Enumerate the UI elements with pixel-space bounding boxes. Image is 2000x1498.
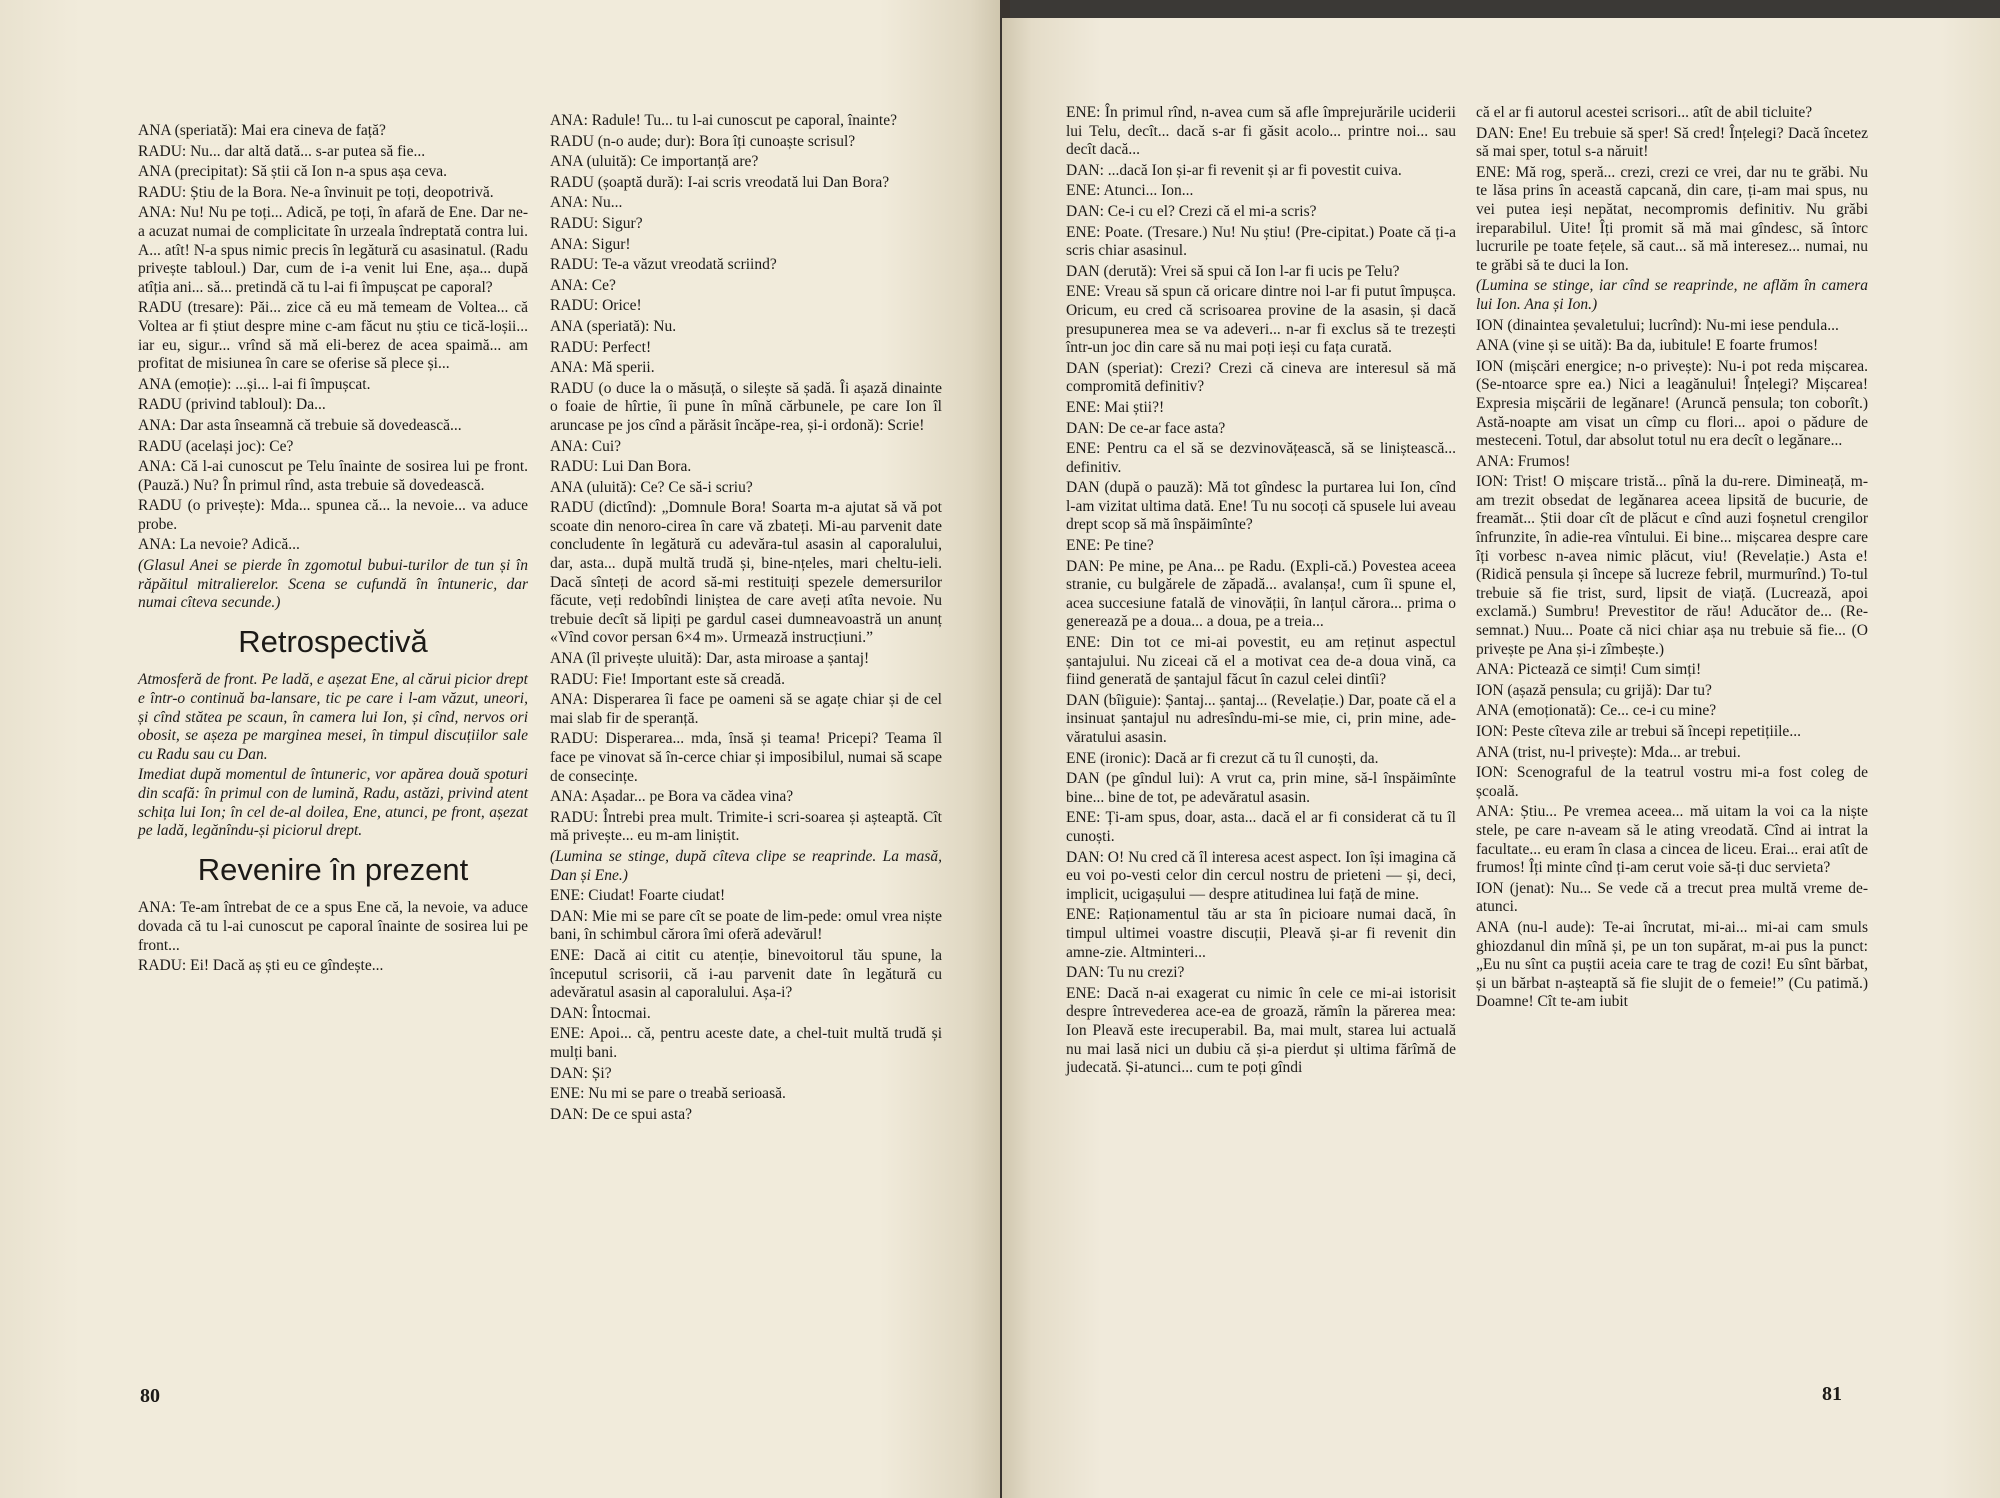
line: DAN: Ce-i cu el? Crezi că el mi-a scris?	[1066, 202, 1317, 220]
line: DAN: Mie mi se pare cît se poate de lim-pede: omul vrea niște bani, în schimbul cărora îmi oferă adevărul!	[550, 907, 942, 944]
line: ANA (vine și se uită): Ba da, iubitule! E foarte frumos!	[1476, 337, 1819, 355]
line: că el ar fi autorul acestei scrisori... atît de abil ticluite?	[1476, 104, 1813, 121]
line: RADU (tresare): Păi... zice că eu mă temeam de Voltea... că Voltea ar fi știut despre mine c-am făcut nu știu ce tică-loșii... iar eu, sigur... vrînd să mă eli-berez de acea spaimă... am profitat de misiunea în care se oferise să plece și...	[138, 299, 528, 373]
page-number-right: 81	[1822, 1383, 1842, 1405]
line: DAN: ...dacă Ion și-ar fi revenit și ar fi povestit cuiva.	[1066, 161, 1402, 179]
line: ENE: Ți-am spus, doar, asta... dacă el ar fi considerat că tu îl cunoști.	[1066, 809, 1456, 845]
line: DAN (speriat): Crezi? Crezi că cineva are interesul să mă compromită definitiv?	[1066, 359, 1456, 396]
line: ION (jenat): Nu... Se vede că a trecut prea multă vreme de-atunci.	[1476, 879, 1868, 916]
line: RADU (o privește): Mda... spunea că... la nevoie... va aduce probe.	[138, 497, 528, 533]
line: ENE: Mai știi?!	[1066, 398, 1165, 416]
line: RADU: Știu de la Bora. Ne-a învinuit pe toți, deopotrivă.	[138, 183, 494, 201]
line: ANA (speriată): Nu.	[550, 317, 677, 335]
line: ION: Scenograful de la teatrul vostru mi-a fost coleg de școală.	[1476, 764, 1868, 800]
line: ANA (emoționată): Ce... ce-i cu mine?	[1476, 702, 1717, 720]
line: ANA: Ce?	[550, 276, 616, 294]
column-1	[138, 122, 528, 978]
line: ENE: Dacă n-ai exagerat cu nimic în cele ce mi-ai istorisit despre întrevederea ace-ea de groază, rămîn la părerea mea: Ion Pleavă este irecuperabil. Ba, mai mult, starea lui actuală nu mai lasă nici un dubiu că și-a pierdut și ultima fărîmă de judecată. Și-atunci... cum te poți gîndi	[1066, 984, 1456, 1077]
line: DAN: O! Nu cred că îl interesa acest aspect. Ion își imagina că eu voi po-vesti celor din cercul nostru de prieteni — și, deci, implicit, ucigașului — despre atitudinea lui față de mine.	[1066, 848, 1456, 903]
column-4	[1476, 104, 1868, 1014]
line: ANA: Sigur!	[550, 235, 631, 253]
line: ANA: Dar asta înseamnă că trebuie să dovedească...	[138, 416, 462, 434]
line: RADU (o duce la o măsuță, o silește să șadă. Îi așază dinainte o foaie de hîrtie, îi pune în mînă cărbunele, pe care Ion îl aruncase pe jos cînd a părăsit încăpe-rea, și-i ordonă): Scrie!	[550, 379, 942, 434]
line: ANA: Frumos!	[1476, 452, 1571, 470]
line: ANA (uluită): Ce? Ce să-i scriu?	[550, 478, 753, 496]
section-heading-revenire: Revenire în prezent	[197, 851, 469, 887]
stage-direction: Imediat după momentul de întuneric, vor apărea două spoturi din scafă: în primul con de lumină, Radu, astăzi, privind atent schița lui Ion; în cel de-al doilea, Ene, atunci, pe front, așezat pe ladă, legănîndu-și piciorul drept.	[138, 766, 528, 840]
line: DAN: De ce spui asta?	[550, 1105, 693, 1123]
line: RADU (același joc): Ce?	[138, 437, 294, 455]
line: DAN: Și?	[550, 1064, 612, 1082]
line: RADU (n-o aude; dur): Bora îți cunoaște scrisul?	[550, 132, 856, 150]
line: RADU: Lui Dan Bora.	[550, 458, 692, 476]
line: ANA: Disperarea îi face pe oameni să se agațe chiar și de cel mai slab fir de speranță.	[550, 691, 942, 727]
line: DAN (după o pauză): Mă tot gîndesc la purtarea lui Ion, cînd l-am vizitat ultima dată. Ene! Tu nu socoți că spusele lui aveau drept scop să mă înspăimînte?	[1066, 479, 1456, 534]
line: ENE: Dacă ai citit cu atenție, binevoitorul tău spune, la începutul scrisorii, că i-au parvenit date în legătură cu adevăratul asasin al caporalului. Așa-i?	[550, 946, 942, 1002]
line: ENE: Pe tine?	[1066, 537, 1154, 555]
line: ANA (îl privește uluită): Dar, asta miroase a șantaj!	[550, 650, 870, 668]
line: DAN: Pe mine, pe Ana... pe Radu. (Expli-că.) Povestea aceea stranie, cu bulgărele de zăpadă... avalanșa!, cum îi spune el, acea succesiune fatală de vinovății, în lanțul cărora... prima o generează pe a doua... a doua, pe a treia...	[1066, 557, 1456, 631]
line: ENE (ironic): Dacă ar fi crezut că tu îl cunoști, da.	[1066, 749, 1379, 767]
col1-block-a	[138, 122, 528, 613]
line: ENE: Raționamentul tău ar sta în picioare numai dacă, în timpul ultimei voastre discuții, Pleavă și-ar fi revenit din amne-zie. Altminteri...	[1066, 906, 1456, 961]
line: ENE: Poate. (Tresare.) Nu! Nu știu! (Pre-cipitat.) Poate că ți-a scris chiar asasinul.	[1066, 223, 1456, 260]
line: DAN: De ce-ar face asta?	[1066, 419, 1226, 437]
page-number-left: 80	[140, 1385, 160, 1407]
line: RADU: Nu... dar altă dată... s-ar putea să fie...	[138, 142, 426, 160]
section-heading-retrospectiva: Retrospectivă	[238, 623, 428, 659]
line: ANA: Pictează ce simți! Cum simți!	[1476, 661, 1702, 679]
line: ANA (precipitat): Să știi că Ion n-a spus așa ceva.	[138, 163, 448, 181]
line: DAN: Întocmai.	[550, 1004, 651, 1022]
line: DAN (bîiguie): Șantaj... șantaj... (Revelație.) Dar, poate că el a insinuat șantajul nu adresîndu-mi-se mie, ci, prin mine, ade-văratului asasin.	[1066, 691, 1456, 746]
line: ION (așază pensula; cu grijă): Dar tu?	[1476, 681, 1712, 699]
stage-direction: (Glasul Anei se pierde în zgomotul bubui-turilor de tun și în răpăitul mitralierelor. Scena se cufundă în întuneric, dar numai cîteva secunde.)	[138, 557, 528, 612]
line: RADU: Orice!	[550, 297, 642, 315]
line: ENE: Mă rog, speră... crezi, crezi ce vrei, dar nu te grăbi. Nu te lăsa prins în această capcană, din care, ți-am mai spus, nu vei putea ieși nepătat, necompromis definitiv. Nu grăbi ireparabilul. Uite! Îți promit să mă mai gîndesc, să întorc lucrurile pe toate fețele, să caut... să mă interesez... numai, nu te grăbi să te duci la Ion.	[1476, 163, 1868, 274]
line: ENE: Din tot ce mi-ai povestit, eu am reținut aspectul șantajului. Nu ziceai că el a motivat cea de-a doua vină, ca fiind generată de șantajul făcut în cazul celei dintîi?	[1066, 634, 1456, 689]
line: ANA: Mă sperii.	[550, 359, 655, 377]
stage-direction: Atmosferă de front. Pe ladă, e așezat Ene, al cărui picior drept e într-o continuă ba-lansare, tic pe care i l-am văzut, uneori, și cînd stătea pe scaun, în camera lui Ion, și cînd, nervos ori obosit, se așeza pe marginea mesei, în timpul discuțiilor sale cu Radu sau cu Dan.	[138, 671, 528, 763]
line: RADU: Disperarea... mda, însă și teama! Pricepi? Teama îl face pe vinovat să în-cerce chiar și imposibilul, numai să scape de consecințe.	[550, 730, 942, 785]
line: ANA: Nu! Nu pe toți... Adică, pe toți, în afară de Ene. Dar ne-a acuzat numai de complicitate în urzeala îndreptată contra lui. A... atît! N-a spus nimic precis în legătură cu asasinatul. (Radu privește tabloul.) Dar, cum de i-a venit lui Ene, așa... după atîția ani... să... pretindă că tu l-ai fi împușcat pe caporal?	[138, 204, 528, 296]
line: ANA (trist, nu-l privește): Mda... ar trebui.	[1476, 743, 1741, 761]
line: RADU (dictînd): „Domnule Bora! Soarta m-a ajutat să vă pot scoate din nenoro-cirea în care vă zbateți. Mi-au parvenit date concludente în legătură cu adevăra-tul asasin al caporalului, dar, asta... după multă trudă și, bine-nțeles, mari cheltu-ieli. Dacă sînteți de acord să-mi restituiți spezele demersurilor făcute, veți redobîndi liniștea de care aveți atîta nevoie. Nu trebuie decît să lipiți pe gardul casei dumneavoastră un anunț «Vînd covor persan 6×4 m». Urmează instrucțiuni.”	[550, 499, 942, 647]
line: DAN: Tu nu crezi?	[1066, 964, 1185, 982]
line: ANA: Că l-ai cunoscut pe Telu înainte de sosirea lui pe front. (Pauză.) Nu? În primul rînd, asta trebuie să dovedească.	[138, 458, 528, 494]
line: ENE: Atunci... Ion...	[1066, 182, 1194, 200]
line: ANA: Cui?	[550, 437, 622, 455]
line: RADU: Fie! Important este să creadă.	[550, 670, 786, 688]
line: ION (mișcări energice; n-o privește): Nu-i pot reda mișcarea. (Se-ntoarce spre ea.) Nici a leagănului! Înțelegi? Mișcarea! Expresia mișcării de legănare! (Aruncă pensula; ton coborît.) Astă-noapte am visat un cîmp cu flori... apoi o pădure de mesteceni. Totul, dar absolut totul nu era decît o legănare...	[1476, 357, 1868, 450]
line: ANA: Așadar... pe Bora va cădea vina?	[550, 788, 794, 806]
line: DAN (pe gîndul lui): A vrut ca, prin mine, să-l înspăimînte bine... bine de tot, pe adevăratul asasin.	[1066, 770, 1456, 806]
line: RADU: Perfect!	[550, 338, 652, 356]
line: ANA: Radule! Tu... tu l-ai cunoscut pe caporal, înainte?	[550, 112, 897, 129]
line: ANA: La nevoie? Adică...	[138, 536, 300, 554]
line: ENE: Vreau să spun că oricare dintre noi l-ar fi putut împușca. Oricum, eu cred că scrisoarea provine de la asasin, și dacă presupunerea mea se va adeveri... n-ar fi exclus să te trezești într-un joc din care să nu mai poți ieși cu fața curată.	[1066, 283, 1456, 357]
stage-direction: (Lumina se stinge, după cîteva clipe se reaprinde. La masă, Dan și Ene.)	[550, 847, 942, 884]
line: ION: Peste cîteva zile ar trebui să începi repetițiile...	[1476, 723, 1801, 740]
column-2	[550, 112, 942, 1126]
line: RADU: Sigur?	[550, 214, 643, 232]
right-page	[1002, 18, 2000, 1498]
line: ANA (speriată): Mai era cineva de față?	[138, 122, 386, 139]
line: ANA: Nu...	[550, 194, 623, 212]
line: RADU: Întrebi prea mult. Trimite-i scri-soarea și așteaptă. Cît mă privește... eu m-am liniștit.	[550, 808, 942, 845]
line: ION (dinaintea șevaletului; lucrînd): Nu-mi iese pendula...	[1476, 316, 1839, 334]
line: ANA (uluită): Ce importanță are?	[550, 153, 759, 171]
line: ENE: Nu mi se pare o treabă serioasă.	[550, 1085, 786, 1103]
line: RADU: Te-a văzut vreodată scriind?	[550, 256, 777, 274]
line: ENE: Pentru ca el să se dezvinovățească, să se liniștească... definitiv.	[1066, 440, 1456, 476]
line: RADU (privind tabloul): Da...	[138, 396, 326, 414]
line: RADU: Ei! Dacă aș ști eu ce gîndește...	[138, 957, 384, 975]
column-3	[1066, 104, 1456, 1080]
line: ANA: Te-am întrebat de ce a spus Ene că, la nevoie, va aduce dovada că tu l-ai cunoscut pe caporal înainte de sosirea lui pe front...	[138, 899, 528, 954]
line: ANA (emoție): ...și... l-ai fi împușcat.	[138, 375, 371, 393]
line: RADU (șoaptă dură): I-ai scris vreodată lui Dan Bora?	[550, 173, 890, 191]
line: ENE: Ciudat! Foarte ciudat!	[550, 887, 726, 905]
line: ANA (nu-l aude): Te-ai încrutat, mi-ai... mi-ai cam smuls ghiozdanul din mînă și, pe un ton supărat, m-ai pus la punct: „Eu nu sînt ca puștii aceia care te trag de cozi! Eu sînt bărbat, și un bărbat n-așteaptă să fie slujit de o femeie!” (Cu patimă.) Doamne! Cît te-am iubit	[1476, 918, 1868, 1011]
stage-direction: (Lumina se stinge, iar cînd se reaprinde, ne aflăm în camera lui Ion. Ana și Ion.)	[1476, 277, 1868, 313]
line: ION: Trist! O mișcare tristă... pînă la du-rere. Dimineață, m-am trezit obsedat de legănarea aceea lipsită de bucurie, de freamăt... Știi doar cît de plăcut e cînd auzi foșnetul crengilor înfrunzite, în adie-rea vîntului. Ei bine... mișcarea despre care îți vorbesc n-avea nimic plăcut, viu! (Revelație.) Asta e! (Ridică pensula și începe să lucreze febril, murmurînd.) To-tul trebuie să fie trist, surd, lipsit de viață. (Lucrează, apoi exclamă.) Sumbru! Prevestitor de rău! Aducător de... (Re-semnat.) Nuu... Poate că nici chiar așa nu trebuie să fie... (O privește pe Ana și-i zîmbește.)	[1476, 473, 1868, 658]
line: DAN: Ene! Eu trebuie să sper! Să cred! Înțelegi? Dacă încetez să mai sper, totul s-a năruit!	[1476, 124, 1868, 161]
line: ENE: Apoi... că, pentru aceste date, a chel-tuit multă trudă și mulți bani.	[550, 1025, 942, 1061]
line: ANA: Știu... Pe vremea aceea... mă uitam la voi ca la niște stele, pe care n-aveam să le ating vreodată. Cînd ai intrat la facultate... eu eram în clasa a cincea de liceu. Erai... erai atît de frumos! Îți minte cînd ți-am cerut voie să-ți duc servieta?	[1476, 803, 1868, 877]
line: ENE: În primul rînd, n-avea cum să afle împrejurările uciderii lui Telu, decît... dacă s-ar fi găsit acolo... printre noi... sau decît dacă...	[1066, 104, 1456, 159]
line: DAN (derută): Vrei să spui că Ion l-ar fi ucis pe Telu?	[1066, 262, 1400, 280]
